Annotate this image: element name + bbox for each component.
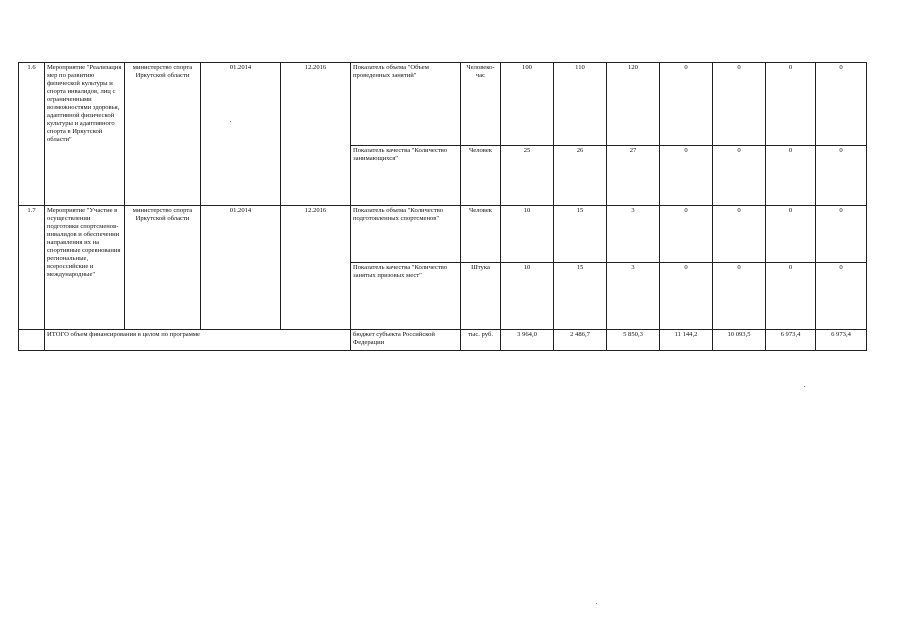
value-cell: 25 — [501, 146, 554, 206]
value-cell: 0 — [713, 206, 766, 263]
scan-speck — [230, 121, 231, 122]
total-value: 5 850,3 — [607, 330, 660, 351]
value-cell: 3 — [607, 263, 660, 330]
value-cell: 3 — [607, 206, 660, 263]
indicator-name: Показатель качества "Количество занятых призовых мест" — [351, 263, 461, 330]
value-cell: 0 — [660, 263, 713, 330]
value-cell: 0 — [816, 206, 867, 263]
value-cell: 26 — [554, 146, 607, 206]
value-cell: 0 — [713, 263, 766, 330]
value-cell: 0 — [713, 63, 766, 146]
total-value: 2 486,7 — [554, 330, 607, 351]
value-cell: 0 — [766, 206, 816, 263]
indicator-name: Показатель качества "Количество занимающихся" — [351, 146, 461, 206]
indicator-unit: Человек — [461, 146, 501, 206]
total-label: ИТОГО объем финансирования в целом по программе — [45, 330, 351, 351]
indicator-name: Показатель объема "Количество подготовленных спортсменов" — [351, 206, 461, 263]
executor: министерство спорта Иркутской области — [125, 63, 201, 206]
value-cell: 100 — [501, 63, 554, 146]
value-cell: 0 — [660, 206, 713, 263]
table-row — [19, 206, 867, 263]
total-source: бюджет субъекта Российской Федерации — [351, 330, 461, 351]
end-date: 12.2016 — [281, 206, 351, 330]
indicator-unit: Штука — [461, 263, 501, 330]
program-table — [18, 62, 867, 351]
value-cell: 0 — [766, 146, 816, 206]
indicator-unit: Человеко-час — [461, 63, 501, 146]
total-row — [19, 330, 867, 351]
value-cell: 0 — [766, 263, 816, 330]
row-number: 1.6 — [19, 63, 45, 206]
end-date: 12.2016 — [281, 63, 351, 206]
event-name: Мероприятие "Реализация мер по развитию физической культуры и спорта инвалидов, лиц с ограниченными возможностями здоровья, адаптивной физической культуры и адаптивного спорта в Иркутской области" — [45, 63, 125, 206]
scan-speck — [596, 603, 597, 604]
value-cell: 10 — [501, 206, 554, 263]
event-name: Мероприятие "Участие в осуществлении подготовки спортсменов-инвалидов и обеспечении направления их на спортивные соревнования региональные, всероссийские и международные" — [45, 206, 125, 330]
value-cell: 0 — [660, 146, 713, 206]
value-cell: 0 — [660, 63, 713, 146]
value-cell: 15 — [554, 263, 607, 330]
value-cell: 15 — [554, 206, 607, 263]
start-date: 01.2014 — [201, 206, 281, 330]
value-cell: 0 — [766, 63, 816, 146]
value-cell: 0 — [816, 63, 867, 146]
row-number: 1.7 — [19, 206, 45, 330]
value-cell: 27 — [607, 146, 660, 206]
indicator-unit: Человек — [461, 206, 501, 263]
total-value: 10 093,5 — [713, 330, 766, 351]
total-unit: тыс. руб. — [461, 330, 501, 351]
total-value: 6 973,4 — [766, 330, 816, 351]
total-value: 6 973,4 — [816, 330, 867, 351]
total-value: 3 964,0 — [501, 330, 554, 351]
total-blank — [19, 330, 45, 351]
value-cell: 10 — [501, 263, 554, 330]
value-cell: 120 — [607, 63, 660, 146]
table-row — [19, 63, 867, 146]
value-cell: 110 — [554, 63, 607, 146]
start-date: 01.2014 — [201, 63, 281, 206]
scan-speck — [804, 386, 805, 387]
indicator-name: Показатель объема "Объем проведенных занятий" — [351, 63, 461, 146]
value-cell: 0 — [816, 263, 867, 330]
value-cell: 0 — [713, 146, 766, 206]
value-cell: 0 — [816, 146, 867, 206]
executor: министерство спорта Иркутской области — [125, 206, 201, 330]
total-value: 11 144,2 — [660, 330, 713, 351]
